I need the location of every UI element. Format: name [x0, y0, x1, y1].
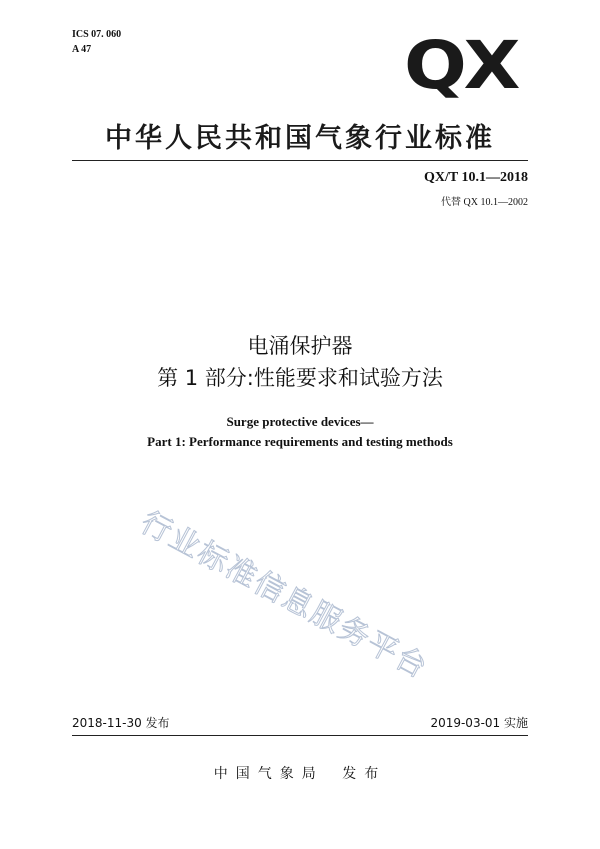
bottom-divider: [72, 735, 528, 736]
standard-category-title: 中华人民共和国气象行业标准: [105, 123, 495, 154]
replaces-note: 代替 QX 10.1—2002: [441, 197, 528, 208]
watermark: 行业标准信息服务平台: [134, 505, 434, 687]
publisher: 中国气象局 发布: [213, 766, 387, 782]
implementation-date: 2019-03-01 实施: [430, 716, 528, 730]
ccs-code: A 47: [72, 44, 92, 55]
cn-title-line1: 电涌保护器: [247, 334, 353, 358]
ics-code: ICS 07. 060: [72, 29, 122, 40]
top-divider: [72, 160, 528, 161]
qx-logo: QX: [404, 27, 518, 104]
cn-title-line2: 第 1 部分:性能要求和试验方法: [157, 366, 443, 390]
standard-number: QX/T 10.1—2018: [424, 170, 528, 185]
classification-codes: [72, 27, 121, 57]
en-title-line1: Surge protective devices—: [226, 414, 374, 429]
issue-date: 2018-11-30 发布: [72, 716, 170, 730]
en-title-line2: Part 1: Performance requirements and testing methods: [147, 434, 453, 449]
